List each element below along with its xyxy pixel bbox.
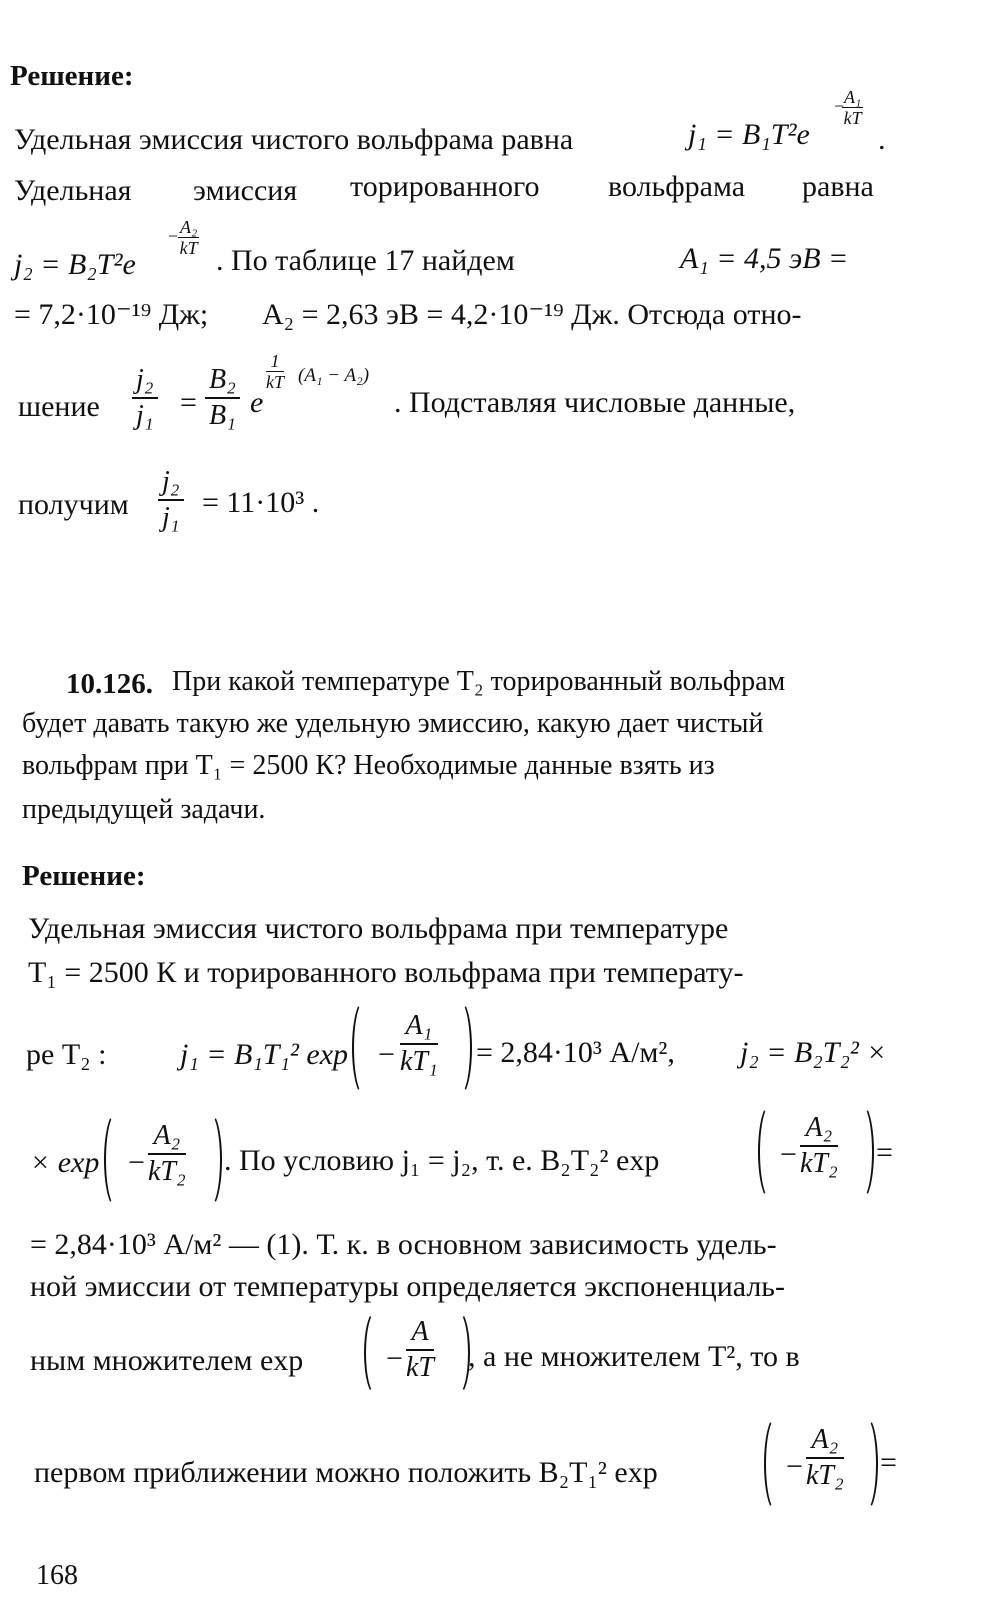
left-paren — [758, 1104, 782, 1200]
exponent-fraction: $\frac{\text{A₂}}{kT}$ — [179, 217, 198, 258]
equals: = — [876, 1136, 893, 1169]
fraction-A-kT: $\frac{A}{kT}$ — [406, 1316, 434, 1383]
page-number: 168 — [36, 1560, 78, 1591]
exponent-fraction: $\frac{\text{A₁}}{kT}$ — [843, 87, 862, 128]
right-paren — [850, 1104, 874, 1200]
solution-heading-2: Решение: — [22, 860, 146, 892]
fraction-A2-kT2: $\frac{\text{A₂}}{\text{kT₂}}$ — [806, 1424, 844, 1491]
formula-exp: × exp — [30, 1146, 100, 1179]
text-line: ре T₂ : — [26, 1038, 107, 1071]
minus-sign: − — [378, 1038, 395, 1071]
right-paren — [854, 1416, 878, 1512]
right-paren — [198, 1112, 222, 1208]
minus-sign: − — [386, 1342, 403, 1375]
exp-base: e — [250, 386, 264, 419]
fraction-A2-kT2: $\frac{\text{A₂}}{\text{kT₂}}$ — [148, 1120, 186, 1187]
fraction-j2-j1: $\frac{\text{j₂}}{\text{j₁}}$ — [158, 468, 184, 532]
exponent-fraction: $\frac{1}{kT}$ — [266, 351, 284, 392]
fraction-B2-B1: $\frac{\text{B₂}}{\text{B₁}}$ — [205, 366, 240, 430]
problem-number: 10.126. — [66, 668, 153, 700]
minus-sign: − — [168, 226, 179, 246]
right-paren — [446, 1310, 470, 1396]
problem-text: будет давать такую же удельную эмиссию, какую дает чистый — [22, 708, 764, 739]
minus-sign: − — [834, 96, 845, 116]
text-line: . По таблице 17 найдем — [216, 244, 515, 277]
fraction-A2-kT2: $\frac{\text{A₂}}{\text{kT₂}}$ — [800, 1112, 838, 1179]
formula-A1: A₁ = 4,5 эВ = — [680, 242, 849, 275]
minus-sign: − — [780, 1138, 797, 1171]
problem-text: предыдущей задачи. — [22, 794, 266, 825]
period: . — [878, 123, 886, 156]
solution-heading-1: Решение: — [10, 60, 134, 92]
text-line: Удельная эмиссия чистого вольфрама при температуре — [28, 912, 729, 945]
text-word: шение — [18, 390, 100, 423]
exponent-diff: (A₁ − A₂) — [298, 365, 370, 386]
text-line: . По условию j₁ = j₂, т. е. B₂T₂² exp — [224, 1144, 660, 1177]
formula-j2: j₂ = B₂T²e — [14, 248, 136, 281]
left-paren — [352, 1000, 376, 1096]
equals: = — [180, 386, 197, 419]
text-word: торированного — [350, 170, 540, 203]
text-line: ной эмиссии от температуры определяется экспоненциаль- — [30, 1270, 785, 1303]
left-paren — [104, 1112, 128, 1208]
text-line: . Подставляя числовые данные, — [394, 386, 796, 419]
text-line: T₁ = 2500 К и торированного вольфрама при температу- — [28, 956, 744, 989]
right-paren — [448, 1000, 472, 1096]
text-line: = 7,2·10⁻¹⁹ Дж; — [14, 298, 209, 331]
text-word: эмиссия — [193, 174, 298, 207]
problem-text: При какой температуре T₂ торированный вольфрам — [172, 666, 786, 697]
result-value: = 11·10³ . — [202, 486, 320, 519]
formula-A2: A₂ = 2,63 эВ = 4,2·10⁻¹⁹ Дж. Отсюда отно- — [262, 298, 802, 331]
text-line: первом приближении можно положить B₂T₁² exp — [34, 1456, 658, 1489]
formula-j1: j₁ = B₁T₁² exp — [180, 1038, 349, 1071]
problem-text: вольфрам при T₁ = 2500 К? Необходимые данные взять из — [22, 750, 715, 781]
minus-sign: − — [786, 1450, 803, 1483]
equals: = — [880, 1446, 897, 1479]
left-paren — [364, 1310, 388, 1396]
text-line: = 2,84·10³ А/м² — (1). Т. к. в основном зависимость удель- — [30, 1228, 777, 1261]
text-word: Удельная — [14, 174, 132, 207]
minus-sign: − — [128, 1146, 145, 1179]
fraction-j2-j1: $\frac{\text{j₂}}{\text{j₁}}$ — [132, 366, 158, 430]
left-paren — [764, 1416, 788, 1512]
text-word: вольфрама — [608, 170, 746, 203]
text-word: получим — [18, 488, 129, 521]
value: = 2,84·10³ А/м², — [476, 1036, 675, 1069]
text-line: Удельная эмиссия чистого вольфрама равна — [14, 123, 574, 156]
text-word: равна — [802, 170, 874, 203]
text-line: ным множителем exp — [30, 1344, 304, 1377]
fraction-A1-kT1: $\frac{\text{A₁}}{\text{kT₁}}$ — [400, 1010, 438, 1077]
formula-j2: j₂ = B₂T₂² × — [740, 1036, 887, 1069]
text-line: , а не множителем T², то в — [468, 1340, 800, 1373]
formula-j1: j₁ = B₁T²e — [688, 118, 810, 151]
